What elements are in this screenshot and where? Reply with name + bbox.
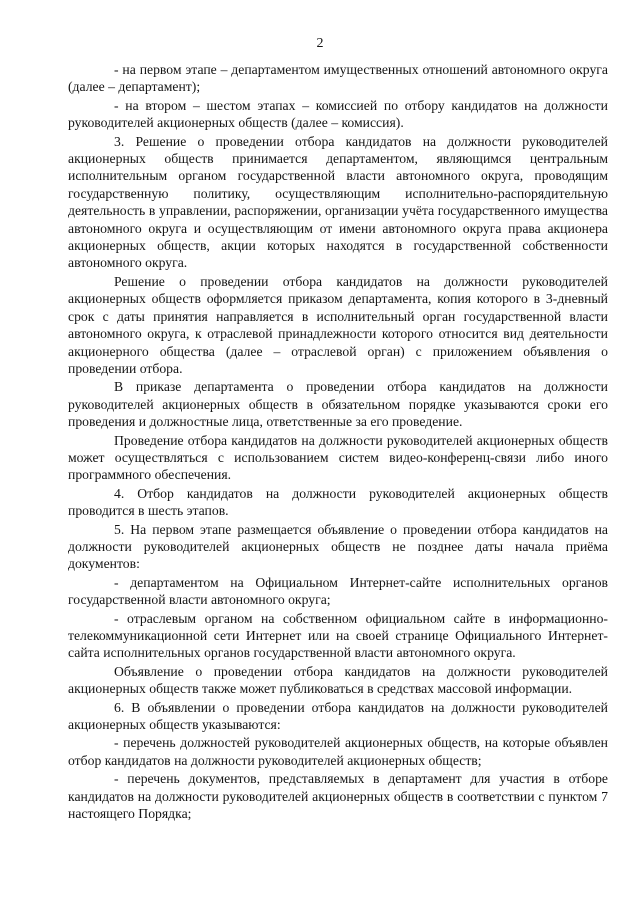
document-body — [68, 61, 608, 823]
paragraph-positions-list: - перечень должностей руководителей акционерных обществ, на которые объявлен отбор кандидатов на должности руководителей акционерных обществ; — [68, 735, 608, 768]
paragraph-item-5: 5. На первом этапе размещается объявление о проведении отбора кандидатов на должности руководителей акционерных обществ не позднее даты начала приёма документов: — [68, 521, 608, 572]
paragraph-item-6: 6. В объявлении о проведении отбора кандидатов на должности руководителей акционерных обществ указываются: — [68, 699, 608, 733]
paragraph-documents-list: - перечень документов, представляемых в департамент для участия в отборе кандидатов на должности руководителей акционерных обществ в соответствии с пунктом 7 настоящего Порядка; — [68, 771, 608, 822]
paragraph-order-contents: В приказе департамента о проведении отбора кандидатов на должности руководителей акционерных обществ в обязательном порядке указываются сроки его проведения и должностные лица, ответственные за его проведение. — [68, 379, 608, 430]
paragraph-videoconference: Проведение отбора кандидатов на должности руководителей акционерных обществ может осуществляться с использованием систем видео-конференц-связи либо иного программного обеспечения. — [68, 432, 608, 483]
paragraph-decision-order: Решение о проведении отбора кандидатов на должности руководителей акционерных обществ оформляется приказом департамента, копия которого в 3-дневный срок с даты принятия направляется в исполнительный орган государственной власти автономного округа, к отраслевой принадлежности которого относится вид деятельности акционерного общества (далее – отраслевой орган) с приложением объявления о проведении отбора. — [68, 273, 608, 376]
paragraph-item-3: 3. Решение о проведении отбора кандидатов на должности руководителей акционерных обществ принимается департаментом, являющимся центральным исполнительным органом государственной власти автономного округа, проводящим государственную политику, осуществляющим исполнительно-распорядительную деятельность в управлении, распоряжении, организации учёта государственного имущества автономного округа и осуществляющим от имени автономного округа права акционера акционерных обществ, акции которых находятся в государственной собственности автономного округа. — [68, 133, 608, 271]
paragraph-item-4: 4. Отбор кандидатов на должности руководителей акционерных обществ проводится в шесть этапов. — [68, 485, 608, 519]
paragraph-stages-two-six: - на втором – шестом этапах – комиссией по отбору кандидатов на должности руководителей акционерных обществ (далее – комиссия). — [68, 97, 608, 131]
paragraph-stage-one: - на первом этапе – департаментом имущественных отношений автономного округа (далее – департамент); — [68, 62, 608, 95]
paragraph-sector-site: - отраслевым органом на собственном официальном сайте в информационно-телекоммуникационной сети Интернет или на своей странице Официального Интернет-сайта исполнительных органов государственной власти автономного округа. — [68, 610, 608, 661]
paragraph-media: Объявление о проведении отбора кандидатов на должности руководителей акционерных обществ также может публиковаться в средствах массовой информации. — [68, 663, 608, 697]
paragraph-department-site: - департаментом на Официальном Интернет-сайте исполнительных органов государственной власти автономного округа; — [68, 574, 608, 608]
page-number: 2 — [316, 36, 324, 51]
